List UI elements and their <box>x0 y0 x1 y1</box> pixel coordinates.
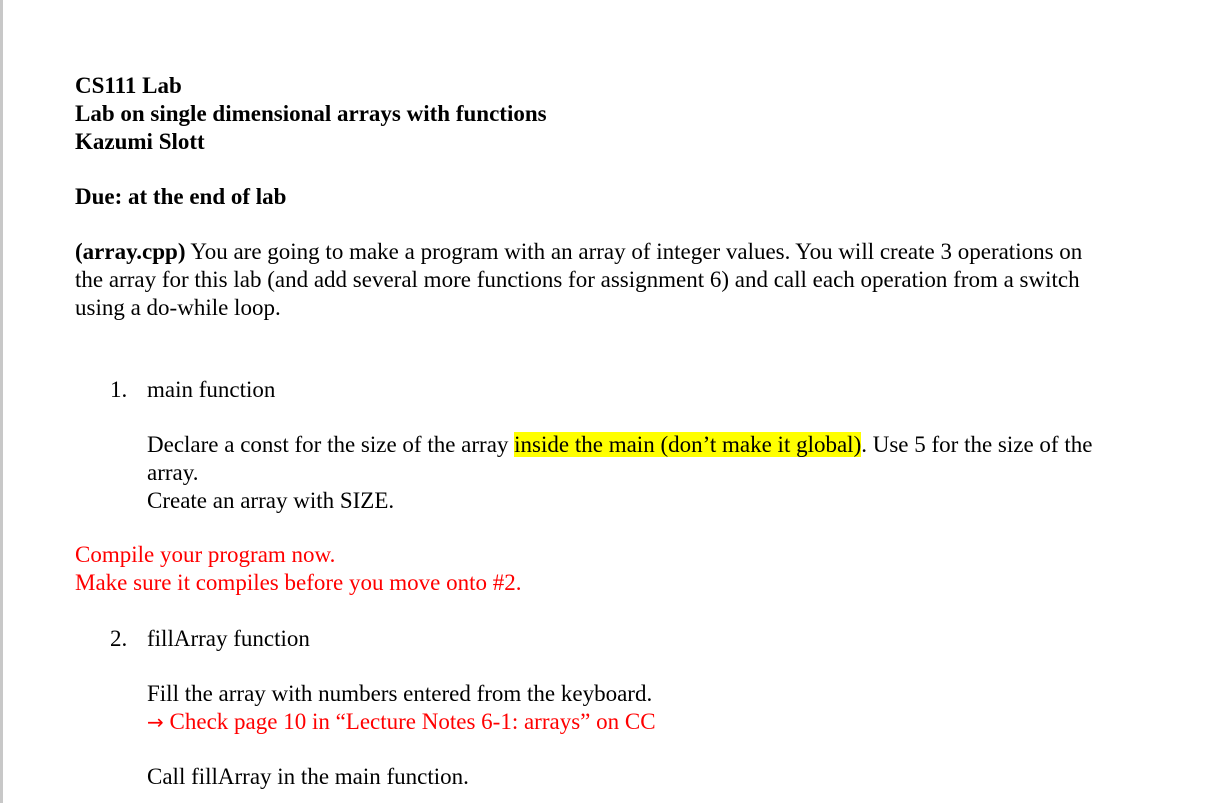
item-1-number: 1. <box>110 377 128 402</box>
highlighted-text: inside the main (don’t make it global) <box>514 432 862 457</box>
item-2-number: 2. <box>110 626 128 651</box>
compile-note-line-2: Make sure it compiles before you move onto #2. <box>75 570 522 595</box>
item-1-declare-line <box>147 431 1092 459</box>
intro-text-1: You are going to make a program with an array of integer values. You will create 3 operations on <box>185 239 1083 264</box>
page-edge <box>0 0 3 803</box>
author-name: Kazumi Slott <box>75 129 205 154</box>
check-reference: Check page 10 in “Lecture Notes 6-1: arrays” on CC <box>163 709 656 734</box>
declare-text-after: . Use 5 for the size of the <box>861 432 1093 457</box>
due-line: Due: at the end of lab <box>75 184 287 209</box>
item-2-fill-line: Fill the array with numbers entered from the keyboard. <box>147 681 653 706</box>
item-2-title: fillArray function <box>147 626 310 651</box>
lab-title: Lab on single dimensional arrays with functions <box>75 101 547 126</box>
item-1-create-line: Create an array with SIZE. <box>147 488 395 513</box>
intro-line-2: the array for this lab (and add several more functions for assignment 6) and call each operation from a switch <box>75 267 1080 292</box>
item-1-title: main function <box>147 377 276 402</box>
arrow-right-icon: → <box>147 710 164 734</box>
intro-line-3: using a do-while loop. <box>75 295 281 320</box>
intro-filename: (array.cpp) <box>75 239 186 264</box>
item-2-check-line <box>147 708 656 736</box>
intro-line-1 <box>75 238 1082 266</box>
item-1-declare-line-2: array. <box>147 460 199 485</box>
item-2-call-line: Call fillArray in the main function. <box>147 764 469 789</box>
compile-note-line-1: Compile your program now. <box>75 542 336 567</box>
course-heading: CS111 Lab <box>75 73 182 98</box>
declare-text: Declare a const for the size of the array <box>147 432 515 457</box>
